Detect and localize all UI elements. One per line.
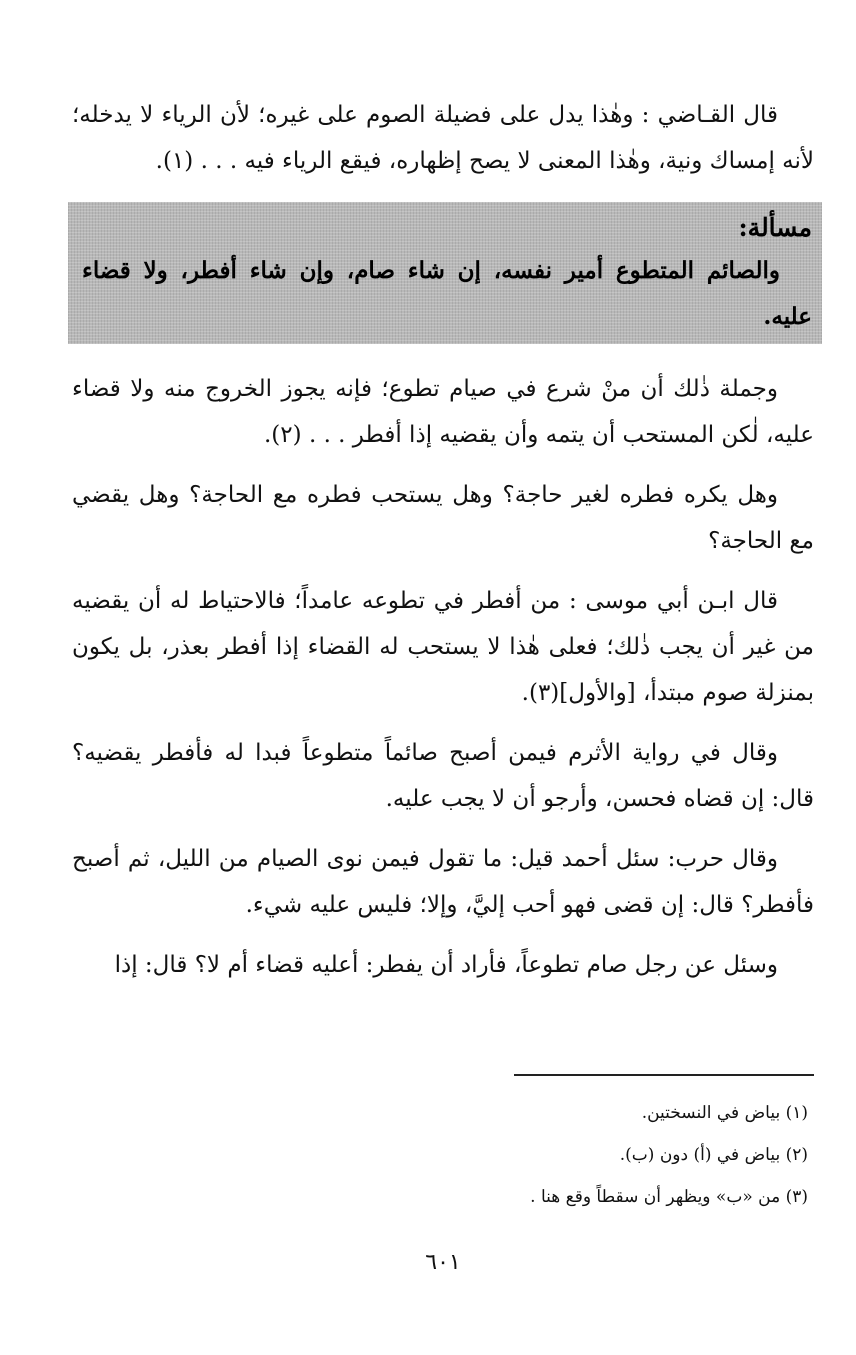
footnote-1: (١) بياض في النسختين. [641, 1103, 808, 1123]
masala-box [68, 202, 822, 344]
page-number: ٦٠١ [425, 1250, 461, 1275]
footnote-3: (٣) من «ب» ويظهر أن سقطاً وقع هنا . [530, 1187, 808, 1207]
footnote-divider [514, 1074, 814, 1076]
footnote-2: (٢) بياض في (أ) دون (ب). [619, 1145, 808, 1165]
book-page [72, 92, 814, 1355]
masala-heading: مسألة: [738, 213, 812, 242]
masala-text: والصائم المتطوع أمير نفسه، إن شاء صام، وإن شاء أفطر، ولا قضاء عليه. [82, 257, 812, 330]
paragraph-2: وهل يكره فطره لغير حاجة؟ وهل يستحب فطره مع الحاجة؟ وهل يقضي مع الحاجة؟ [72, 482, 814, 554]
paragraph-6: وسئل عن رجل صام تطوعاً، فأراد أن يفطر: أعليه قضاء أم لا؟ قال: إذا [114, 952, 778, 978]
paragraph-5: وقال حرب: سئل أحمد قيل: ما تقول فيمن نوى الصيام من الليل، ثم أصبح فأفطر؟ قال: إن قضى فهو أحب إليَّ، وإلا؛ فليس عليه شيء. [72, 846, 814, 918]
paragraph-1: وجملة ذٰلك أن منْ شرع في صيام تطوع؛ فإنه يجوز الخروج منه ولا قضاء عليه، لٰكن المستحب أن يتمه وأن يقضيه إذا أفطر . . . (٢). [72, 376, 814, 448]
paragraph-qadi: قال القـاضي : وهٰذا يدل على فضيلة الصوم على غيره؛ لأن الرياء لا يدخله؛ لأنه إمساك ونية، وهٰذا المعنى لا يصح إظهاره، فيقع الرياء فيه . . . (١). [72, 102, 814, 174]
footnotes [72, 1092, 808, 1218]
paragraph-4: وقال في رواية الأثرم فيمن أصبح صائماً متطوعاً فبدا له فأفطر يقضيه؟ قال: إن قضاه فحسن، وأرجو أن لا يجب عليه. [72, 740, 814, 812]
paragraph-3: قال ابـن أبي موسى : من أفطر في تطوعه عامداً؛ فالاحتياط له أن يقضيه من غير أن يجب ذٰلك؛ فعلى هٰذا لا يستحب له القضاء إذا أفطر بعذر، بل يكون بمنزلة صوم مبتدأ، [والأول](٣). [72, 588, 814, 706]
